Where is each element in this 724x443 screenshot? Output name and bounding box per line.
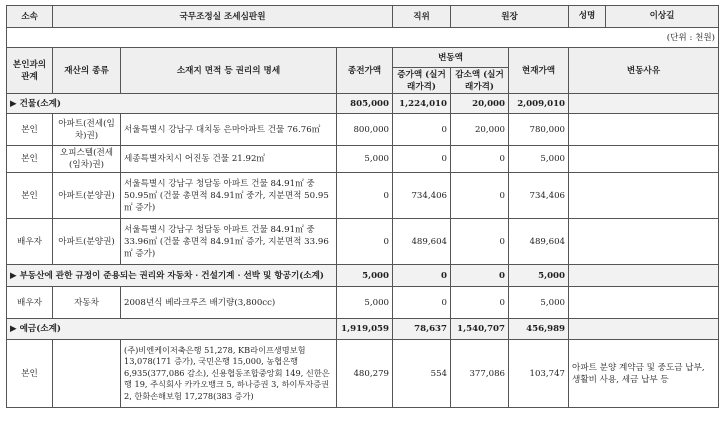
- subtotal-current: 2,009,010: [509, 94, 569, 114]
- section-subtotal: [7, 94, 719, 114]
- table-row: [7, 287, 719, 319]
- subtotal-decrease: 1,540,707: [451, 319, 509, 340]
- col-current-value: 현재가액: [509, 48, 569, 94]
- col-decrease: 감소액 (실거래가격): [451, 68, 509, 94]
- cell-asset-type: 아파트(분양권): [53, 219, 121, 265]
- cell-current: 734,406: [509, 173, 569, 219]
- cell-prev: 5,000: [337, 146, 393, 173]
- cell-increase: 489,604: [393, 219, 451, 265]
- col-relation: 본인과의 관계: [7, 48, 53, 94]
- subtotal-decrease: 0: [451, 265, 509, 287]
- cell-asset-type: 아파트(분양권): [53, 173, 121, 219]
- unit-label: (단위 : 천원): [7, 28, 719, 48]
- cell-prev: 800,000: [337, 114, 393, 146]
- cell-prev: 0: [337, 219, 393, 265]
- col-prev-value: 종전가액: [337, 48, 393, 94]
- col-reason: 변동사유: [569, 48, 719, 94]
- cell-description: 서울특별시 강남구 청담동 아파트 건물 84.91㎡ 중 33.96㎡ (건물 총면적 84.91㎡ 증가, 지분면적 33.96㎡ 증가): [121, 219, 337, 265]
- cell-increase: 0: [393, 114, 451, 146]
- cell-asset-type: [53, 340, 121, 408]
- cell-increase: 0: [393, 146, 451, 173]
- table-row: [7, 340, 719, 408]
- section-title: ▶ 예금(소계): [7, 319, 337, 340]
- cell-asset-type: 아파트(전세(임차)권): [53, 114, 121, 146]
- asset-disclosure-table: [6, 5, 719, 408]
- subtotal-reason: [569, 94, 719, 114]
- cell-relation: 배우자: [7, 219, 53, 265]
- cell-reason: [569, 219, 719, 265]
- cell-description: 서울특별시 강남구 대치동 은마아파트 건물 76.76㎡: [121, 114, 337, 146]
- cell-relation: 본인: [7, 173, 53, 219]
- col-change: 변동액: [393, 48, 509, 68]
- cell-relation: 본인: [7, 146, 53, 173]
- subtotal-decrease: 20,000: [451, 94, 509, 114]
- subtotal-current: 456,989: [509, 319, 569, 340]
- name-value: 이상길: [649, 11, 675, 21]
- cell-increase: 734,406: [393, 173, 451, 219]
- subtotal-current: 5,000: [509, 265, 569, 287]
- cell-current: 103,747: [509, 340, 569, 408]
- cell-decrease: 0: [451, 287, 509, 319]
- table-row: [7, 114, 719, 146]
- cell-reason: [569, 114, 719, 146]
- subtotal-prev: 805,000: [337, 94, 393, 114]
- section-subtotal: [7, 265, 719, 287]
- subtotal-increase: 0: [393, 265, 451, 287]
- cell-prev: 0: [337, 173, 393, 219]
- affiliation-value: 국무조정실 조세심판원: [53, 6, 393, 28]
- cell-reason: [569, 173, 719, 219]
- cell-asset-type: 자동차: [53, 287, 121, 319]
- cell-decrease: 20,000: [451, 114, 509, 146]
- cell-description: (주)비엔케이저축은행 51,278, KB라이프생명보험 13,078(171 증가), 국민은행 15,000, 농협은행 6,935(377,086 감소), 신용협동조합중앙회 149, 신한은행 19, 주식회사 카카오뱅크 5, 하나증권 3, 하이투자증권 2, 한화손해보험 17,278(383 증가): [121, 340, 337, 408]
- cell-prev: 480,279: [337, 340, 393, 408]
- cell-reason: [569, 287, 719, 319]
- col-asset-type: 재산의 종류: [53, 48, 121, 94]
- subtotal-increase: 78,637: [393, 319, 451, 340]
- cell-description: 세종특별자치시 어진동 건물 21.92㎡: [121, 146, 337, 173]
- cell-description: 서울특별시 강남구 청담동 아파트 건물 84.91㎡ 중 50.95㎡ (건물 총면적 84.91㎡ 중가, 지분면적 50.95㎡ 증가): [121, 173, 337, 219]
- col-description: 소재지 면적 등 권리의 명세: [121, 48, 337, 94]
- position-value: 원장: [451, 6, 569, 28]
- subtotal-prev: 5,000: [337, 265, 393, 287]
- col-increase: 증가액 (실거래가격): [393, 68, 451, 94]
- section-title: ▶ 부동산에 관한 규정이 준용되는 권리와 자동차 · 건설기계 · 선박 및 항공기(소계): [7, 265, 337, 287]
- cell-decrease: 0: [451, 219, 509, 265]
- affiliation-label: 소속: [7, 6, 53, 28]
- position-label: 직위: [393, 6, 451, 28]
- subtotal-prev: 1,919,059: [337, 319, 393, 340]
- cell-asset-type: 오피스텔(전세(임차)권): [53, 146, 121, 173]
- cell-relation: 본인: [7, 114, 53, 146]
- table-row: [7, 173, 719, 219]
- section-subtotal: [7, 319, 719, 340]
- table-row: [7, 146, 719, 173]
- cell-decrease: 0: [451, 173, 509, 219]
- cell-description: 2008년식 베라크루즈 배기량(3,800cc): [121, 287, 337, 319]
- cell-increase: 554: [393, 340, 451, 408]
- cell-relation: 배우자: [7, 287, 53, 319]
- subtotal-reason: [569, 319, 719, 340]
- table-row: [7, 219, 719, 265]
- subtotal-reason: [569, 265, 719, 287]
- cell-current: 780,000: [509, 114, 569, 146]
- cell-current: 5,000: [509, 146, 569, 173]
- cell-reason: [569, 146, 719, 173]
- section-title: ▶ 건물(소계): [7, 94, 337, 114]
- cell-reason: 아파트 분양 계약금 및 중도금 납부, 생활비 사용, 세금 납부 등: [569, 340, 719, 408]
- cell-decrease: 0: [451, 146, 509, 173]
- cell-relation: 본인: [7, 340, 53, 408]
- subtotal-increase: 1,224,010: [393, 94, 451, 114]
- cell-prev: 5,000: [337, 287, 393, 319]
- name-label: 성명: [569, 6, 606, 27]
- cell-current: 5,000: [509, 287, 569, 319]
- cell-decrease: 377,086: [451, 340, 509, 408]
- cell-current: 489,604: [509, 219, 569, 265]
- cell-increase: 0: [393, 287, 451, 319]
